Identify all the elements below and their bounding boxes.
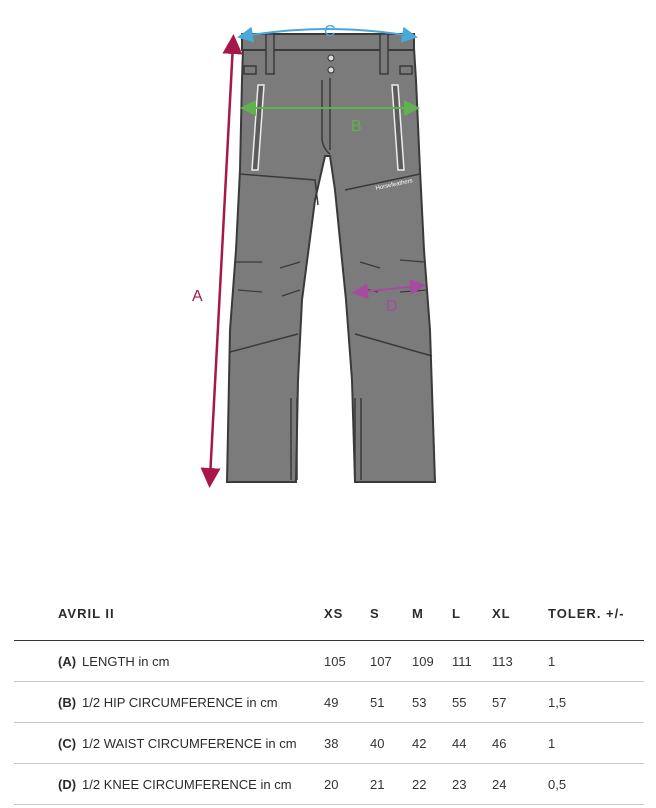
size-header-xs: XS xyxy=(312,586,369,641)
size-chart-table xyxy=(14,586,644,805)
label-a: A xyxy=(192,288,203,305)
cell-tolerance: 0,5 xyxy=(538,764,644,805)
table-row xyxy=(14,682,644,723)
label-c: C xyxy=(324,23,336,40)
cell-tolerance: 1 xyxy=(538,641,644,682)
cell-m: 22 xyxy=(411,764,451,805)
cell-xs: 49 xyxy=(312,682,369,723)
label-b: B xyxy=(351,118,362,135)
cell-l: 23 xyxy=(451,764,491,805)
row-label: 1/2 KNEE CIRCUMFERENCE in cm xyxy=(82,776,292,792)
tolerance-header: TOLER. +/- xyxy=(538,586,644,641)
table-row xyxy=(14,641,644,682)
cell-s: 21 xyxy=(369,764,411,805)
cell-xl: 24 xyxy=(491,764,538,805)
cell-xl: 46 xyxy=(491,723,538,764)
row-code: (A) xyxy=(58,653,77,669)
size-header-xl: XL xyxy=(491,586,538,641)
row-code: (D) xyxy=(58,776,77,792)
cell-s: 40 xyxy=(369,723,411,764)
product-name: AVRIL II xyxy=(14,586,312,641)
label-d: D xyxy=(386,298,398,315)
cell-m: 109 xyxy=(411,641,451,682)
cell-s: 107 xyxy=(369,641,411,682)
size-header-s: S xyxy=(369,586,411,641)
cell-m: 42 xyxy=(411,723,451,764)
row-label: 1/2 WAIST CIRCUMFERENCE in cm xyxy=(82,735,297,751)
row-code: (C) xyxy=(58,735,77,751)
cell-xl: 57 xyxy=(491,682,538,723)
cell-xs: 105 xyxy=(312,641,369,682)
row-code: (B) xyxy=(58,694,77,710)
cell-tolerance: 1 xyxy=(538,723,644,764)
size-header-l: L xyxy=(451,586,491,641)
cell-tolerance: 1,5 xyxy=(538,682,644,723)
cell-l: 44 xyxy=(451,723,491,764)
brand-mark: Horsefeathers xyxy=(375,178,414,192)
row-label: LENGTH in cm xyxy=(82,653,170,669)
table-row xyxy=(14,764,644,805)
cell-l: 111 xyxy=(451,641,491,682)
cell-xl: 113 xyxy=(491,641,538,682)
row-label: 1/2 HIP CIRCUMFERENCE in cm xyxy=(82,694,278,710)
table-header-row xyxy=(14,586,644,641)
size-header-m: M xyxy=(411,586,451,641)
cell-l: 55 xyxy=(451,682,491,723)
cell-m: 53 xyxy=(411,682,451,723)
cell-xs: 20 xyxy=(312,764,369,805)
cell-s: 51 xyxy=(369,682,411,723)
table-row xyxy=(14,723,644,764)
cell-xs: 38 xyxy=(312,723,369,764)
